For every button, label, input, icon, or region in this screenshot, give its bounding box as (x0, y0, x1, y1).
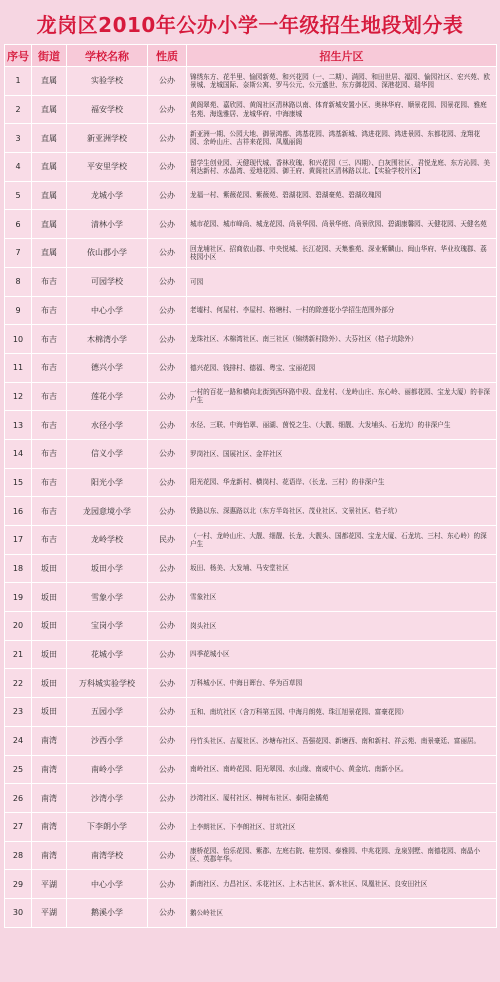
street-name: 坂田 (32, 698, 67, 727)
row-number: 3 (5, 124, 32, 153)
street-name: 南湾 (32, 726, 67, 755)
street-name: 南湾 (32, 784, 67, 813)
school-nature: 公办 (148, 267, 187, 296)
school-name: 莲花小学 (67, 382, 148, 411)
school-nature: 公办 (148, 870, 187, 899)
table-row (5, 870, 497, 899)
school-nature: 公办 (148, 698, 187, 727)
enrollment-area: （一村、龙岭山庄、大靓、细靓、长龙、大靓头、国都花园、宝龙大厦、石龙坑、三村、东心岭）的深户生 (187, 526, 497, 555)
table-row (5, 468, 497, 497)
street-name: 南湾 (32, 812, 67, 841)
street-name: 布吉 (32, 468, 67, 497)
table-row (5, 812, 497, 841)
school-nature: 民办 (148, 526, 187, 555)
school-name: 福安学校 (67, 95, 148, 124)
row-number: 16 (5, 497, 32, 526)
header-nature: 性质 (148, 45, 187, 67)
table-row (5, 210, 497, 239)
street-name: 坂田 (32, 669, 67, 698)
enrollment-area: 新亚洲一期、公园大地、御景鸿都、鸿基花园、鸿基新城、鸿进花园、鸿进景园、东都花园、龙翔花园、余岭山庄、吉祥来花园、凤凰丽阁 (187, 124, 497, 153)
enrollment-area: 雪象社区 (187, 583, 497, 612)
school-name: 木棉湾小学 (67, 325, 148, 354)
table-row (5, 726, 497, 755)
row-number: 25 (5, 755, 32, 784)
enrollment-area: 阳光花园、华龙新村、横岗村、花语岸、（长龙、三村）的非深户生 (187, 468, 497, 497)
enrollment-area: 城市花园、城市峰尚、城龙花园、尚景华园、尚景华庭、尚景欣园、碧湖康馨园、天健花园、天健名苑 (187, 210, 497, 239)
page-title: 龙岗区2010年公办小学一年级招生地段划分表 (36, 13, 464, 37)
table-row (5, 898, 497, 927)
table-row (5, 95, 497, 124)
school-name: 五园小学 (67, 698, 148, 727)
school-name: 信义小学 (67, 439, 148, 468)
header-enrollment-area: 招生片区 (187, 45, 497, 67)
school-name: 清林小学 (67, 210, 148, 239)
table-row (5, 612, 497, 641)
table-row (5, 181, 497, 210)
table-row (5, 353, 497, 382)
school-nature: 公办 (148, 181, 187, 210)
school-nature: 公办 (148, 784, 187, 813)
street-name: 布吉 (32, 439, 67, 468)
enrollment-area: 岗头社区 (187, 612, 497, 641)
school-nature: 公办 (148, 841, 187, 870)
school-name: 龙园意境小学 (67, 497, 148, 526)
row-number: 5 (5, 181, 32, 210)
street-name: 布吉 (32, 382, 67, 411)
school-name: 鹅溪小学 (67, 898, 148, 927)
table-row (5, 439, 497, 468)
school-nature: 公办 (148, 812, 187, 841)
row-number: 23 (5, 698, 32, 727)
street-name: 坂田 (32, 554, 67, 583)
enrollment-area: 万科城小区、中海日晖台、华为百草园 (187, 669, 497, 698)
school-name: 水径小学 (67, 411, 148, 440)
table-row (5, 640, 497, 669)
row-number: 19 (5, 583, 32, 612)
school-nature: 公办 (148, 411, 187, 440)
street-name: 布吉 (32, 353, 67, 382)
school-name: 南岭小学 (67, 755, 148, 784)
school-name: 德兴小学 (67, 353, 148, 382)
school-name: 依山郡小学 (67, 239, 148, 268)
school-nature: 公办 (148, 124, 187, 153)
street-name: 直属 (32, 95, 67, 124)
school-nature: 公办 (148, 325, 187, 354)
school-nature: 公办 (148, 210, 187, 239)
row-number: 22 (5, 669, 32, 698)
enrollment-area: 沙湾社区、厦村社区、樟树布社区、泰阳金橘苑 (187, 784, 497, 813)
enrollment-area: 新南社区、力昌社区、禾花社区、上木古社区、新木社区、凤凰社区、良安田社区 (187, 870, 497, 899)
street-name: 直属 (32, 67, 67, 96)
row-number: 26 (5, 784, 32, 813)
enrollment-area: 铁路以东、深惠路以北（东方半岛社区、茂业社区、文景社区、桔子坑） (187, 497, 497, 526)
school-name: 龙城小学 (67, 181, 148, 210)
school-nature: 公办 (148, 726, 187, 755)
enrollment-area: 南岭社区、南岭花园、阳光翠园、水山缘、南威中心、黄金坑、南新小区。 (187, 755, 497, 784)
enrollment-area: 水径、三联、中海怡翠、丽湖、茵悦之生、（大靓、细靓、大发埔头、石龙坑）的非深户生 (187, 411, 497, 440)
table-row (5, 497, 497, 526)
enrollment-area: 坂田、杨美、大发埔、马安堂社区 (187, 554, 497, 583)
school-name: 宝岗小学 (67, 612, 148, 641)
school-name: 新亚洲学校 (67, 124, 148, 153)
row-number: 8 (5, 267, 32, 296)
enrollment-area: 一村的百花一路和横向北街到西环路中段、盘龙村、（龙岭山庄、东心岭、丽都花园、宝龙大厦）的非深户生 (187, 382, 497, 411)
school-name: 下李朗小学 (67, 812, 148, 841)
enrollment-area: 锦绣东方、花半里、愉园新苑、和兴花园（一、二期）、满园、和田世居、福园、愉园社区、宏兴苑、欧景城、龙城国际、奈斯公寓、罗马公元、公元盛世、东方御花园、深港花园、瑞华园 (187, 67, 497, 96)
school-nature: 公办 (148, 554, 187, 583)
street-name: 南湾 (32, 841, 67, 870)
table-row (5, 67, 497, 96)
row-number: 29 (5, 870, 32, 899)
school-nature: 公办 (148, 353, 187, 382)
school-nature: 公办 (148, 67, 187, 96)
row-number: 28 (5, 841, 32, 870)
enrollment-area: 黄阁翠苑、嘉欣园、黄阁社区清林路以南、体育新城安置小区、奥林华府、顺景花园、园景花园、雅庭名苑、海逸雅居、龙城华府、中海康城 (187, 95, 497, 124)
table-body (5, 67, 497, 928)
table-row (5, 698, 497, 727)
table-row (5, 669, 497, 698)
table-row (5, 239, 497, 268)
school-nature: 公办 (148, 296, 187, 325)
row-number: 11 (5, 353, 32, 382)
enrollment-area: 罗岗社区、国展社区、金祥社区 (187, 439, 497, 468)
table-row (5, 841, 497, 870)
row-number: 17 (5, 526, 32, 555)
row-number: 20 (5, 612, 32, 641)
row-number: 6 (5, 210, 32, 239)
row-number: 2 (5, 95, 32, 124)
row-number: 15 (5, 468, 32, 497)
school-name: 龙岭学校 (67, 526, 148, 555)
enrollment-area: 丹竹头社区、吉厦社区、沙塘布社区、吾强花园、新塘西、南和新村、祥云苑、南景豪廷、富丽居。 (187, 726, 497, 755)
row-number: 27 (5, 812, 32, 841)
enrollment-area: 康桥花园、怡乐花园、紫郡、左庭右院、桂芳园、泰雅园、中兆花园、龙泉别墅、南德花园、南晶小区、英郡年华。 (187, 841, 497, 870)
row-number: 10 (5, 325, 32, 354)
street-name: 直属 (32, 239, 67, 268)
street-name: 布吉 (32, 296, 67, 325)
enrollment-area: 德兴花园、钱排村、德福、粤宝、宝丽花园 (187, 353, 497, 382)
enrollment-area: 龙珠社区、木棉湾社区、南三社区（锦绣新村除外）、大芬社区（桔子坑除外） (187, 325, 497, 354)
table-row (5, 296, 497, 325)
header-school-name: 学校名称 (67, 45, 148, 67)
school-name: 阳光小学 (67, 468, 148, 497)
school-nature: 公办 (148, 468, 187, 497)
street-name: 布吉 (32, 325, 67, 354)
header-number: 序号 (5, 45, 32, 67)
school-name: 实验学校 (67, 67, 148, 96)
street-name: 直属 (32, 153, 67, 182)
school-nature: 公办 (148, 640, 187, 669)
school-nature: 公办 (148, 382, 187, 411)
enrollment-area: 鹅公岭社区 (187, 898, 497, 927)
school-name: 可园学校 (67, 267, 148, 296)
table-row (5, 583, 497, 612)
enrollment-table (4, 44, 497, 928)
row-number: 12 (5, 382, 32, 411)
school-name: 雪象小学 (67, 583, 148, 612)
street-name: 直属 (32, 124, 67, 153)
table-row (5, 526, 497, 555)
school-name: 花城小学 (67, 640, 148, 669)
row-number: 18 (5, 554, 32, 583)
school-name: 中心小学 (67, 296, 148, 325)
enrollment-area: 四季花城小区 (187, 640, 497, 669)
street-name: 南湾 (32, 755, 67, 784)
enrollment-area: 五和、南坑社区（含万科第五园、中海月朗苑、珠江旭景花园、富豪花园） (187, 698, 497, 727)
table-row (5, 267, 497, 296)
enrollment-area: 留学生创业园、天健现代城、香林玫瑰、和兴花园（三、四期）、白灰围社区、君悦龙庭、东方沁园、美利达新村、水晶湾、爱地花园、御王府、黄阁社区清林路以北、【实验学校片区】 (187, 153, 497, 182)
table-row (5, 325, 497, 354)
row-number: 21 (5, 640, 32, 669)
row-number: 24 (5, 726, 32, 755)
row-number: 14 (5, 439, 32, 468)
table-row (5, 124, 497, 153)
enrollment-area: 上李朗社区、下李朗社区、甘坑社区 (187, 812, 497, 841)
street-name: 坂田 (32, 640, 67, 669)
school-nature: 公办 (148, 612, 187, 641)
enrollment-area: 老墟村、何屋村、李屋村、格塘村、一村的除莲花小学招生范围外部分 (187, 296, 497, 325)
enrollment-area: 可园 (187, 267, 497, 296)
school-nature: 公办 (148, 153, 187, 182)
table-row (5, 153, 497, 182)
school-name: 平安里学校 (67, 153, 148, 182)
table-row (5, 554, 497, 583)
table-row (5, 784, 497, 813)
school-nature: 公办 (148, 755, 187, 784)
school-name: 中心小学 (67, 870, 148, 899)
table-row (5, 411, 497, 440)
school-name: 南湾学校 (67, 841, 148, 870)
school-name: 坂田小学 (67, 554, 148, 583)
street-name: 直属 (32, 210, 67, 239)
school-name: 万科城实验学校 (67, 669, 148, 698)
table-row (5, 755, 497, 784)
row-number: 4 (5, 153, 32, 182)
street-name: 直属 (32, 181, 67, 210)
school-nature: 公办 (148, 439, 187, 468)
school-nature: 公办 (148, 669, 187, 698)
street-name: 布吉 (32, 526, 67, 555)
street-name: 平湖 (32, 870, 67, 899)
table-header (5, 45, 497, 67)
school-nature: 公办 (148, 898, 187, 927)
school-nature: 公办 (148, 583, 187, 612)
street-name: 坂田 (32, 583, 67, 612)
school-name: 沙湾小学 (67, 784, 148, 813)
street-name: 平湖 (32, 898, 67, 927)
header-street: 街道 (32, 45, 67, 67)
row-number: 30 (5, 898, 32, 927)
school-nature: 公办 (148, 95, 187, 124)
row-number: 1 (5, 67, 32, 96)
street-name: 布吉 (32, 497, 67, 526)
school-name: 沙西小学 (67, 726, 148, 755)
school-nature: 公办 (148, 497, 187, 526)
street-name: 坂田 (32, 612, 67, 641)
street-name: 布吉 (32, 411, 67, 440)
header-row (5, 45, 497, 67)
row-number: 9 (5, 296, 32, 325)
row-number: 13 (5, 411, 32, 440)
table-row (5, 382, 497, 411)
school-nature: 公办 (148, 239, 187, 268)
enrollment-area: 龙福一村、紫薇花园、紫薇苑、碧湖花园、碧湖豪苑、碧湖玫瑰园 (187, 181, 497, 210)
street-name: 布吉 (32, 267, 67, 296)
row-number: 7 (5, 239, 32, 268)
enrollment-area: 回龙埔社区、招商依山郡、中央悦城、长江花园、天集雅苑、深业紫麟山、闽山华府、华业玫瑰郡、荔枝园小区 (187, 239, 497, 268)
